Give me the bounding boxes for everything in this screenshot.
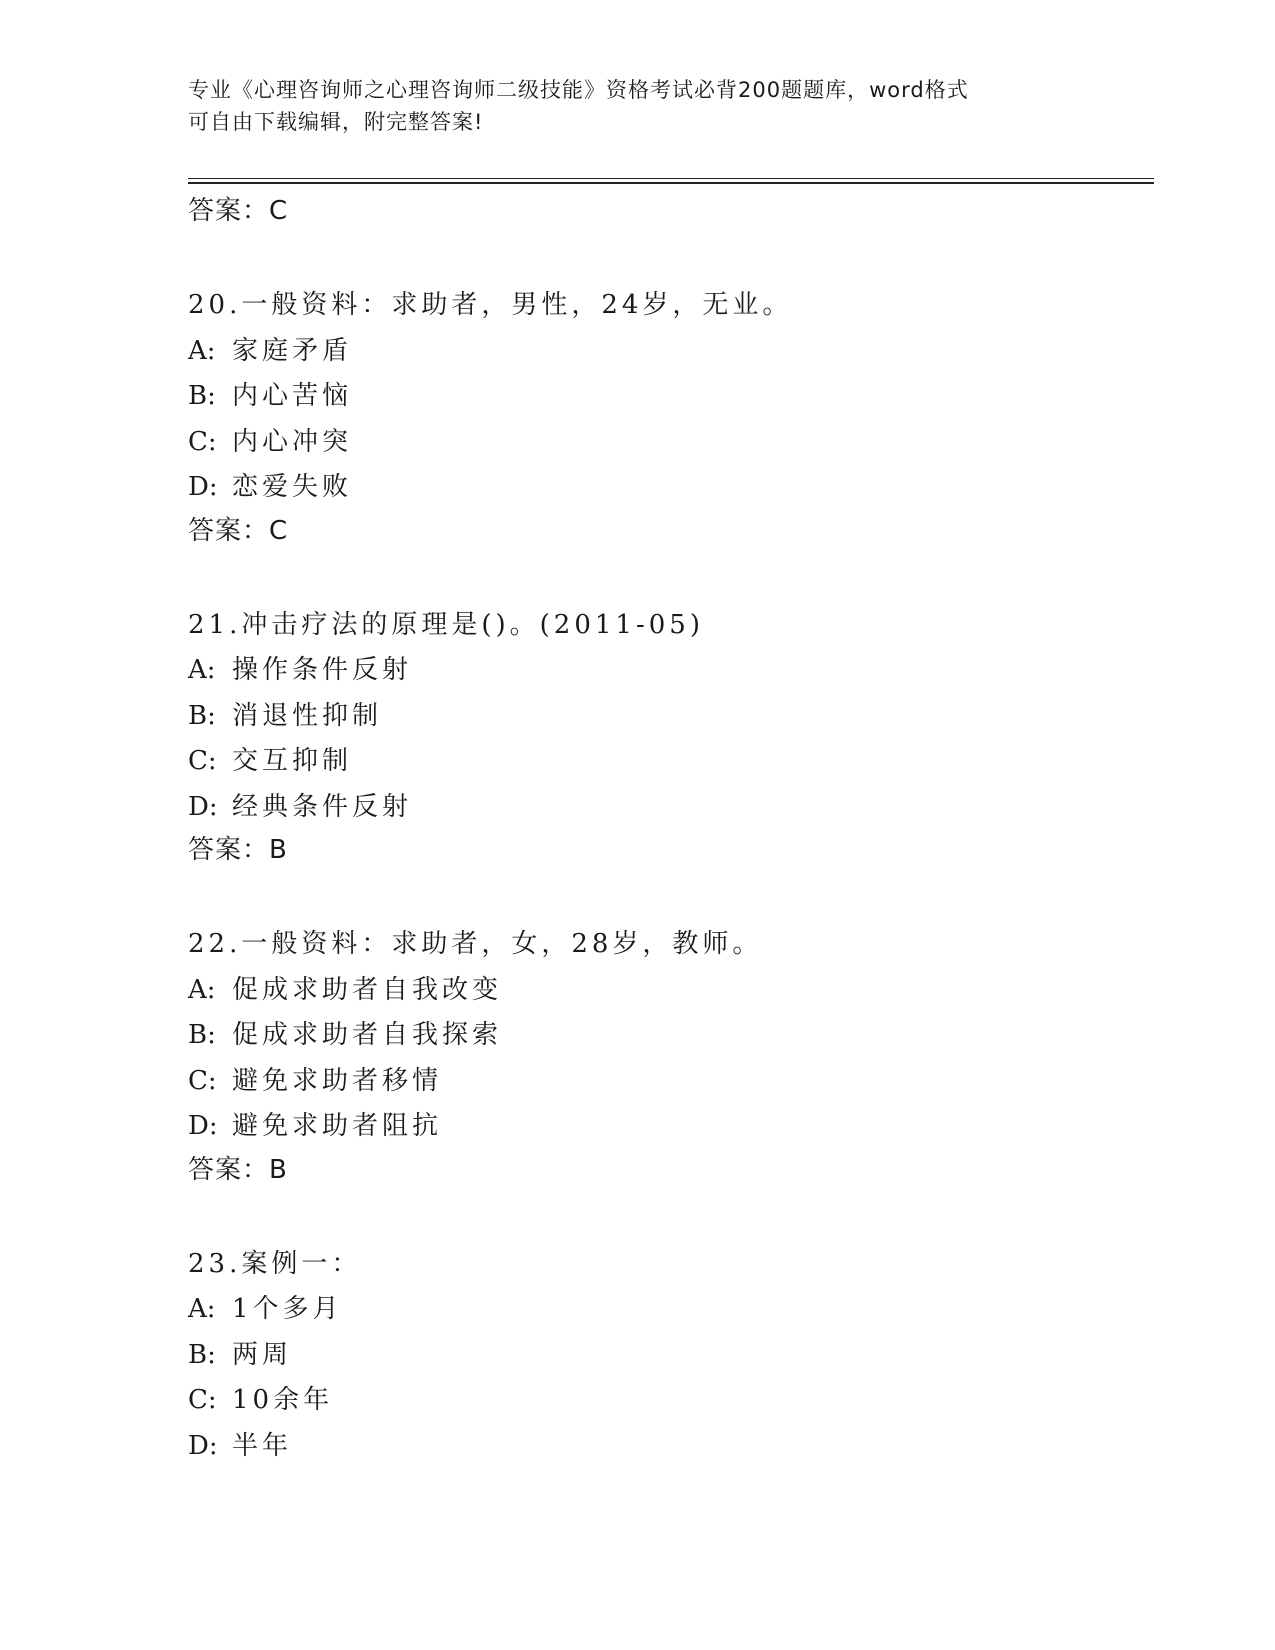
option-text: 避免求助者移情 [232,1065,443,1096]
option-text: 家庭矛盾 [232,335,353,366]
option-b [188,694,1148,740]
question-block [188,922,1148,1190]
question-block [188,1242,1148,1470]
document-header [188,74,1078,138]
answer-line: 答案：C [188,196,289,226]
option-text: 避免求助者阻抗 [232,1111,443,1141]
option-letter: A: [188,1294,216,1324]
option-text: 内心苦恼 [232,381,353,411]
header-divider-top [188,178,1154,179]
option-letter: A: [188,335,216,366]
option-c [188,1059,1148,1105]
header-divider-bottom [188,182,1154,184]
option-letter: B: [188,700,216,731]
option-text: 两周 [232,1339,293,1370]
option-d [188,1424,1148,1470]
option-letter: C: [188,746,217,776]
option-d [188,1104,1148,1150]
option-a [188,968,1148,1014]
option-b [188,374,1148,420]
option-letter: D: [188,1111,218,1141]
option-c [188,739,1148,785]
option-b [188,1333,1148,1379]
option-text: 消退性抑制 [232,700,383,731]
option-text: 促成求助者自我探索 [232,1020,503,1050]
question-title: 21.冲击疗法的原理是()。(2011-05) [188,609,704,640]
option-letter: C: [188,1065,217,1096]
answer-line: 答案：C [188,515,289,546]
option-c [188,1378,1148,1424]
question-block [188,603,1148,871]
option-text: 操作条件反射 [232,655,413,685]
question-title: 20.一般资料：求助者，男性，24岁，无业。 [188,290,793,320]
option-letter: C: [188,1385,217,1415]
option-letter: A: [188,655,216,685]
option-a [188,648,1148,694]
option-d [188,785,1148,831]
option-a [188,1287,1148,1333]
option-letter: D: [188,791,218,822]
option-text: 10余年 [232,1385,334,1415]
option-text: 内心冲突 [232,426,353,457]
option-letter: D: [188,1430,218,1461]
header-line-1: 专业《心理咨询师之心理咨询师二级技能》资格考试必背200题题库，word格式 [188,78,969,102]
option-text: 半年 [232,1430,293,1461]
question-block [188,283,1148,551]
option-text: 交互抑制 [232,746,353,776]
option-c [188,420,1148,466]
option-text: 1个多月 [232,1294,343,1324]
header-line-2: 可自由下载编辑，附完整答案! [188,110,484,134]
option-letter: A: [188,974,216,1005]
answer-line: 答案：B [188,835,288,865]
option-letter: D: [188,472,218,502]
option-letter: C: [188,426,217,457]
answer-line: 答案：B [188,1154,288,1185]
option-a [188,329,1148,375]
option-text: 经典条件反射 [232,791,413,822]
option-d [188,465,1148,511]
question-title: 23.案例一： [188,1248,362,1279]
option-letter: B: [188,1339,216,1370]
question-list [188,191,1148,1469]
option-letter: B: [188,1020,216,1050]
option-text: 恋爱失败 [232,472,353,502]
option-text: 促成求助者自我改变 [232,974,503,1005]
option-b [188,1013,1148,1059]
option-letter: B: [188,381,216,411]
question-title: 22.一般资料：求助者，女，28岁，教师。 [188,929,763,959]
